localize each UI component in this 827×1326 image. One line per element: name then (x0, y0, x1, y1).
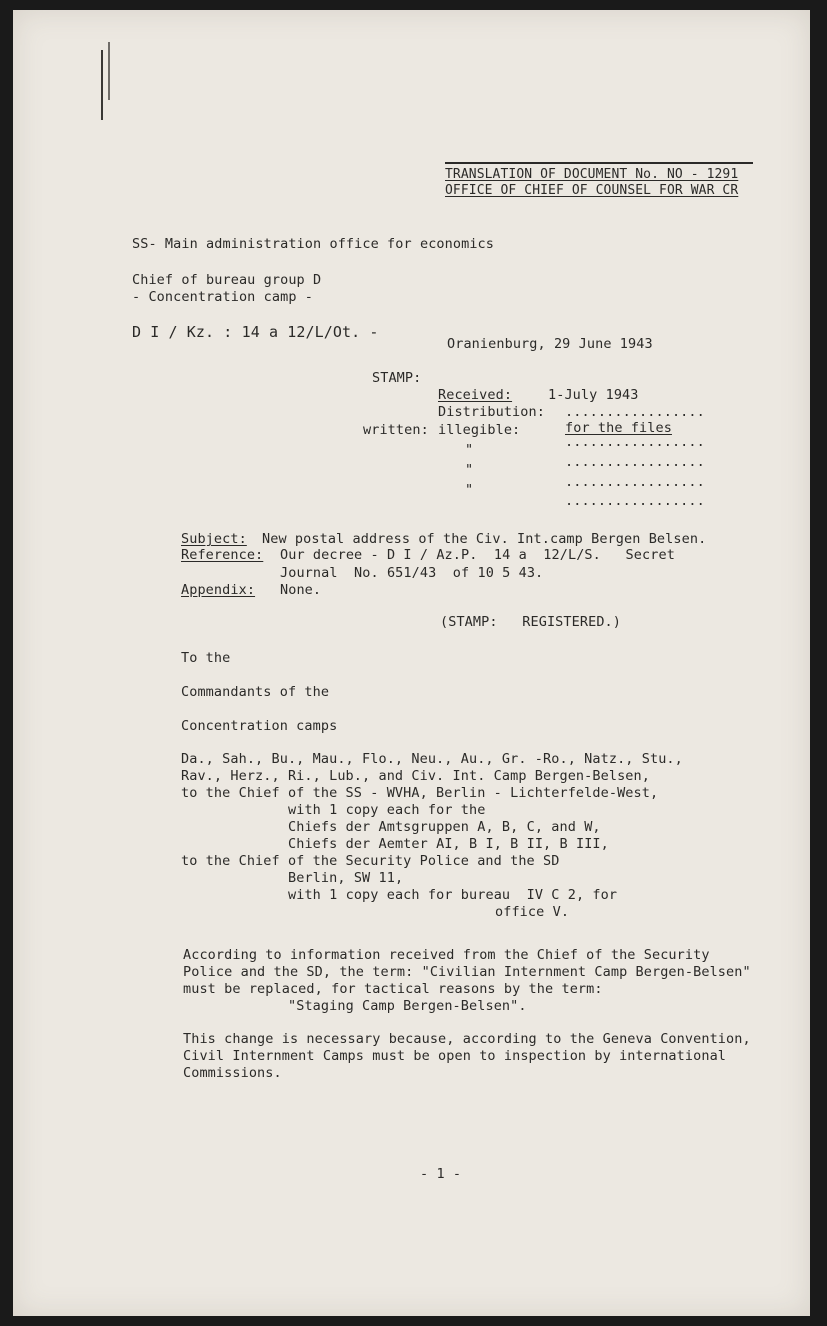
for-files-label: for the files (565, 420, 672, 436)
body-paragraph-line: Civil Internment Camps must be open to inspection by international (183, 1048, 727, 1064)
reference-text: Our decree - D I / Az.P. 14 a 12/L/S. Secret (280, 547, 675, 563)
ditto-mark: " (465, 482, 474, 498)
subject-label: Subject: (181, 531, 247, 547)
body-paragraph-line: must be replaced, for tactical reasons by the term: (183, 981, 603, 997)
subject-text: New postal address of the Civ. Int.camp Bergen Belsen. (262, 531, 707, 547)
dotted-line: ................. (565, 404, 705, 420)
dotted-line: ................. (565, 493, 705, 509)
addressee-camps: Concentration camps (181, 718, 338, 734)
sender-department: - Concentration camp - (132, 289, 314, 305)
margin-mark (108, 42, 110, 100)
translation-heading: TRANSLATION OF DOCUMENT No. NO - 1291 (445, 167, 739, 182)
ditto-mark: " (465, 462, 474, 478)
appendix-label: Appendix: (181, 582, 256, 598)
distribution-list: with 1 copy each for bureau IV C 2, for (288, 887, 618, 903)
body-paragraph-line: According to information received from the Chief of the Security (183, 947, 710, 963)
distribution-list: with 1 copy each for the (288, 802, 486, 818)
distribution-list: Chiefs der Amtsgruppen A, B, C, and W, (288, 819, 601, 835)
distribution-list: to the Chief of the Security Police and the SD (181, 853, 560, 869)
distribution-list: Chiefs der Aemter AI, B I, B II, B III, (288, 836, 609, 852)
sender-office: SS- Main administration office for economics (132, 236, 495, 252)
margin-mark (101, 50, 103, 120)
dotted-line: ................. (565, 454, 705, 470)
distribution-list: office V. (495, 904, 570, 920)
registered-stamp: (STAMP: REGISTERED.) (440, 614, 622, 630)
document-page (13, 10, 810, 1316)
stamp-label: STAMP: (372, 370, 422, 386)
addressee-to: To the (181, 650, 231, 666)
place-date: Oranienburg, 29 June 1943 (447, 336, 653, 352)
body-paragraph-line: Police and the SD, the term: "Civilian Internment Camp Bergen-Belsen" (183, 964, 751, 980)
appendix-text: None. (280, 582, 322, 598)
header-rule (445, 162, 753, 164)
body-paragraph-line: "Staging Camp Bergen-Belsen". (288, 998, 527, 1014)
sender-reference: D I / Kz. : 14 a 12/L/Ot. - (132, 323, 379, 341)
distribution-list: to the Chief of the SS - WVHA, Berlin - Lichterfelde-West, (181, 785, 659, 801)
distribution-list: Rav., Herz., Ri., Lub., and Civ. Int. Camp Bergen-Belsen, (181, 768, 650, 784)
addressee-commandants: Commandants of the (181, 684, 330, 700)
distribution-list: Da., Sah., Bu., Mau., Flo., Neu., Au., Gr. -Ro., Natz., Stu., (181, 751, 683, 767)
illegible-label: illegible: (438, 422, 521, 438)
sender-chief: Chief of bureau group D (132, 272, 322, 288)
reference-text: Journal No. 651/43 of 10 5 43. (280, 565, 544, 581)
office-heading: OFFICE OF CHIEF OF COUNSEL FOR WAR CR (445, 183, 739, 198)
reference-label: Reference: (181, 547, 264, 563)
written-label: written: (363, 422, 429, 438)
distribution-list: Berlin, SW 11, (288, 870, 404, 886)
dotted-line: ................. (565, 474, 705, 490)
body-paragraph-line: Commissions. (183, 1065, 282, 1081)
body-paragraph-line: This change is necessary because, according to the Geneva Convention, (183, 1031, 751, 1047)
page-number: - 1 - (420, 1166, 462, 1182)
dotted-line: ................. (565, 434, 705, 450)
received-label: Received: (438, 387, 513, 403)
received-date: 1-July 1943 (548, 387, 639, 403)
ditto-mark: " (465, 442, 474, 458)
distribution-label: Distribution: (438, 404, 545, 420)
